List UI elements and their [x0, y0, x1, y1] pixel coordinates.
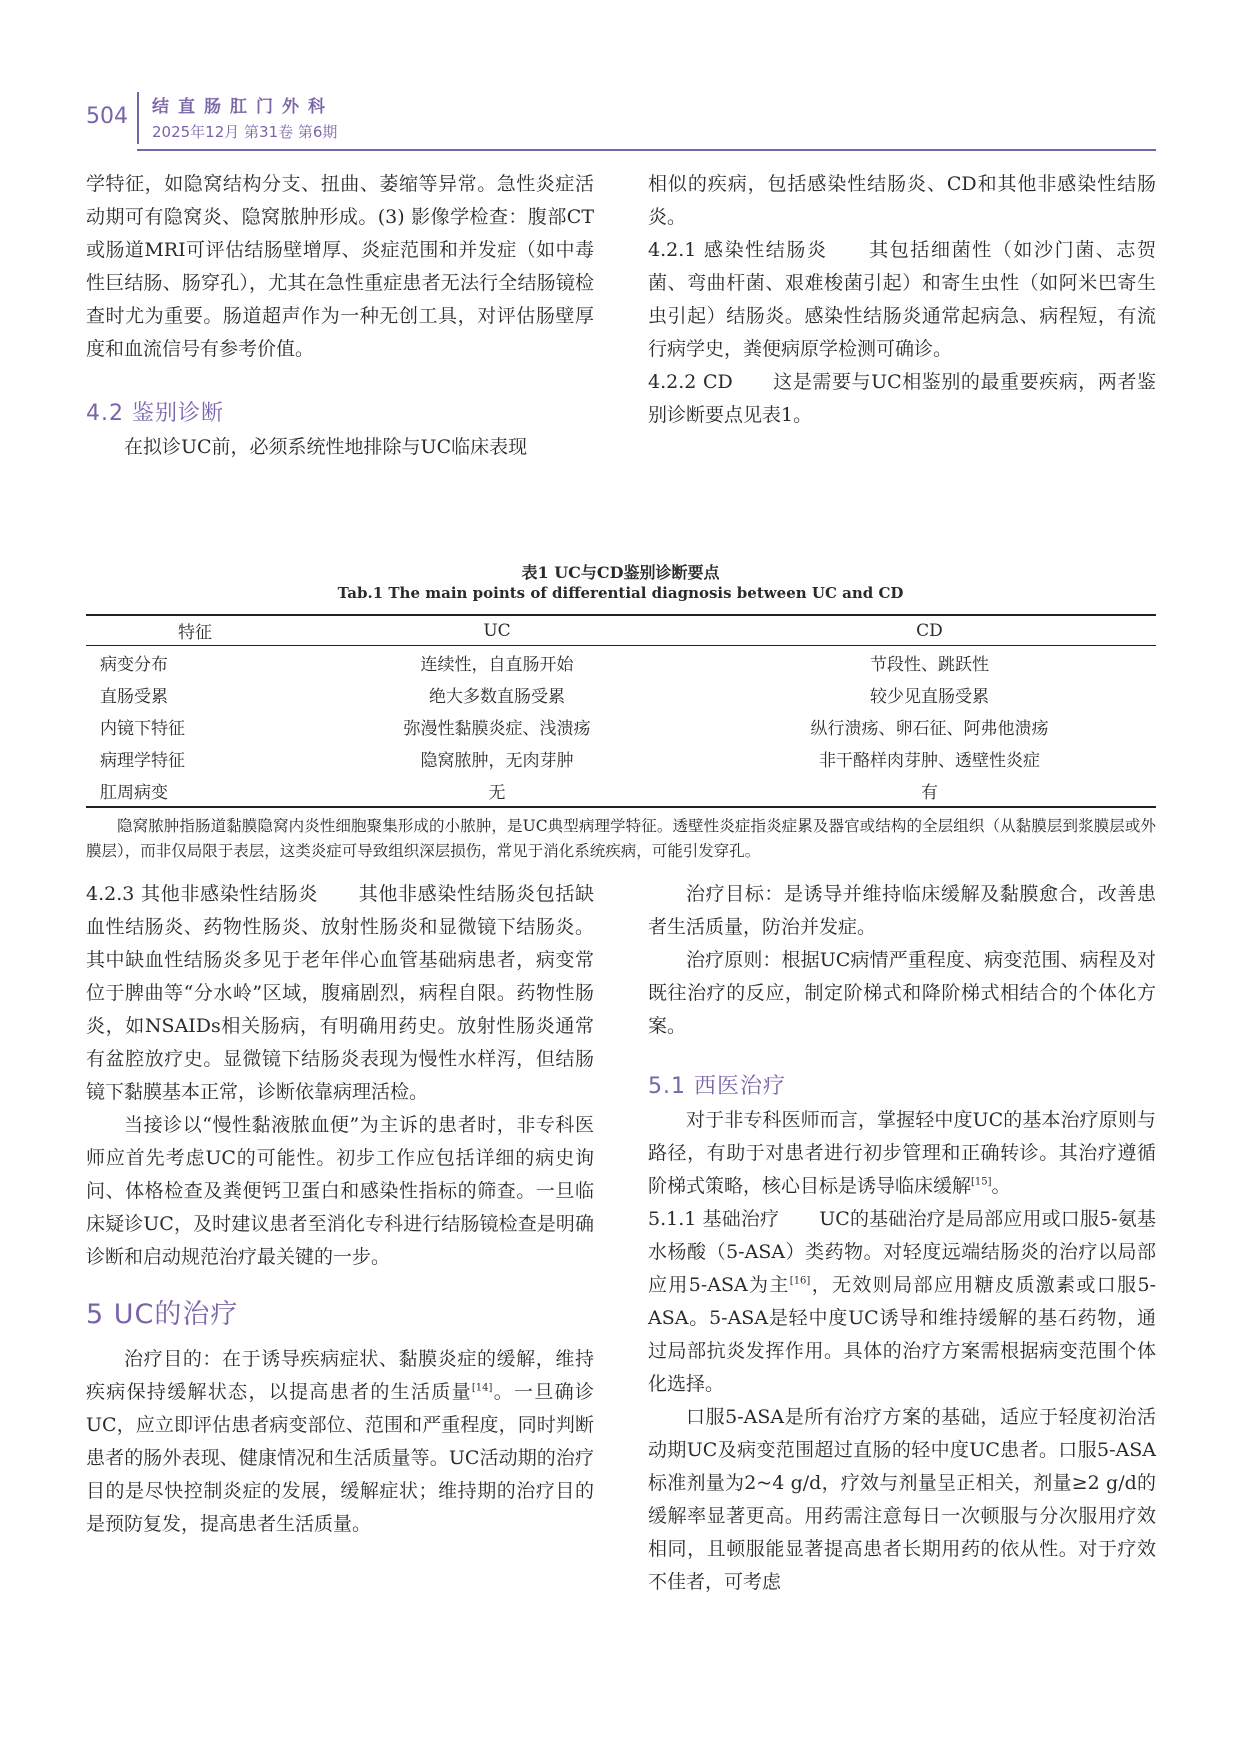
citation: [14] — [471, 1382, 493, 1394]
paragraph: 当接诊以“慢性黏液脓血便”为主诉的患者时，非专科医师应首先考虑UC的可能性。初步工作应包括详细的病史询问、体格检查及粪便钙卫蛋白和感染性指标的筛查。一旦临床疑诊UC，及时建议患者至消化专科进行结肠镜检查是明确诊断和启动规范治疗最关键的一步。 — [86, 1114, 594, 1268]
table-cell: 直肠受累 — [100, 686, 168, 707]
table-cell: 内镜下特征 — [100, 718, 185, 739]
header-divider — [137, 92, 139, 144]
table-cell: 较少见直肠受累 — [870, 686, 989, 707]
text-run: 。一旦确诊UC，应立即评估患者病变部位、范围和严重程度，同时判断患者的肠外表现、健康情况和生活质量等。UC活动期的治疗目的是尽快控制炎症的发展，缓解症状；维持期的治疗目的是预防复发，提高患者生活质量。 — [86, 1381, 594, 1535]
table-cell: 病变分布 — [100, 654, 168, 675]
table-row — [86, 646, 1156, 679]
table-cell: 节段性、跳跃性 — [870, 654, 989, 675]
left-column-bottom — [86, 878, 594, 1541]
header-rule — [137, 149, 1156, 151]
paragraph: 学特征，如隐窝结构分支、扭曲、萎缩等异常。急性炎症活动期可有隐窝炎、隐窝脓肿形成。(3) 影像学检查：腹部CT或肠道MRI可评估结肠壁增厚、炎症范围和并发症（如中毒性巨结肠、肠穿孔），尤其在急性重症患者无法行全结肠镜检查时尤为重要。肠道超声作为一种无创工具，对评估肠壁厚度和血流信号有参考价值。 — [86, 173, 594, 360]
table-cell: 无 — [291, 774, 703, 807]
section-heading-4-2: 4.2 鉴别诊断 — [86, 401, 224, 426]
table-cell: 连续性，自直肠开始 — [420, 654, 574, 675]
paragraph: 治疗原则：根据UC病情严重程度、病变范围、病程及对既往治疗的反应，制定阶梯式和降阶梯式相结合的个体化方案。 — [648, 949, 1156, 1037]
subsection-title: 4.2.2 CD — [648, 371, 733, 393]
text-run: 对于非专科医师而言，掌握轻中度UC的基本治疗原则与路径，有助于对患者进行初步管理和正确转诊。其治疗遵循阶梯式策略，核心目标是诱导临床缓解 — [648, 1109, 1156, 1197]
table-title-cn: 表1 UC与CD鉴别诊断要点 — [521, 563, 720, 582]
differential-diagnosis-table — [86, 614, 1156, 808]
table-cell: 病理学特征 — [100, 750, 185, 771]
table-cell: 有 — [703, 774, 1156, 807]
text-run: 治疗目的：在于诱导疾病症状、黏膜炎症的缓解，维持疾病保持缓解状态，以提高患者的生活质量 — [86, 1348, 594, 1403]
paragraph — [648, 1104, 1156, 1203]
table-row — [86, 678, 1156, 710]
page-number: 504 — [86, 104, 128, 129]
right-column-bottom — [648, 878, 1156, 1599]
subsection-text: 其他非感染性结肠炎包括缺血性结肠炎、药物性肠炎、放射性肠炎和显微镜下结肠炎。其中缺血性结肠炎多见于老年伴心血管基础病患者，病变常位于脾曲等“分水岭”区域，腹痛剧烈，病程自限。药物性肠炎，如NSAIDs相关肠病，有明确用药史。放射性肠炎通常有盆腔放疗史。显微镜下结肠炎表现为慢性水样泻，但结肠镜下黏膜基本正常，诊断依靠病理活检。 — [86, 883, 594, 1103]
journal-name: 结直肠肛门外科 — [152, 97, 334, 117]
table-cell: 肛周病变 — [86, 774, 291, 807]
table-cell: 非干酪样肉芽肿、透壁性炎症 — [819, 750, 1040, 771]
paragraph: 相似的疾病，包括感染性结肠炎、CD和其他非感染性结肠炎。 — [648, 173, 1156, 228]
subsection-text: 这是需要与UC相鉴别的最重要疾病，两者鉴别诊断要点见表1。 — [648, 371, 1157, 426]
subsection-4-2-3 — [86, 878, 594, 1109]
subsection-4-2-1 — [648, 234, 1156, 366]
table-header: 特征 — [86, 615, 291, 646]
subsection-5-1-1 — [648, 1203, 1156, 1401]
paragraph: 治疗目标：是诱导并维持临床缓解及黏膜愈合，改善患者生活质量，防治并发症。 — [648, 883, 1156, 938]
table-cell: 隐窝脓肿，无肉芽肿 — [420, 750, 574, 771]
table-title-en: Tab.1 The main points of differential diagnosis between UC and CD — [337, 584, 904, 602]
subsection-title: 5.1.1 基础治疗 — [648, 1208, 780, 1230]
subsection-text: ，无效则局部应用糖皮质激素或口服5-ASA。5-ASA是轻中度UC诱导和维持缓解的基石药物，通过局部抗炎发挥作用。具体的治疗方案需根据病变范围个体化选择。 — [648, 1274, 1157, 1395]
subsection-text: 其包括细菌性（如沙门菌、志贺菌、弯曲杆菌、艰难梭菌引起）和寄生虫性（如阿米巴寄生虫引起）结肠炎。感染性结肠炎通常起病急、病程短，有流行病学史，粪便病原学检测可确诊。 — [648, 239, 1156, 360]
paragraph: 口服5-ASA是所有治疗方案的基础，适应于轻度初治活动期UC及病变范围超过直肠的轻中度UC患者。口服5-ASA标准剂量为2~4 g/d，疗效与剂量呈正相关，剂量≥2 g/d的缓解率显著更高。用药需注意每日一次顿服与分次服用疗效相同，且顿服能显著提高患者长期用药的依从性。对于疗效不佳者，可考虑 — [648, 1406, 1156, 1593]
table-row — [86, 710, 1156, 742]
journal-header — [0, 0, 1241, 160]
section-heading-5-1: 5.1 西医治疗 — [648, 1074, 786, 1099]
subsection-text: UC的基础治疗是局部应用或口服5-氨基水杨酸（5-ASA）类药物。对轻度远端结肠炎的治疗以局部应用5-ASA为主 — [648, 1208, 1156, 1296]
paragraph: 在拟诊UC前，必须系统性地排除与UC临床表现 — [124, 436, 528, 458]
table-cell: 绝大多数直肠受累 — [429, 686, 565, 707]
table-row — [86, 774, 1156, 807]
table-header: UC — [291, 615, 703, 646]
table-header-row — [86, 615, 1156, 646]
right-column-top — [648, 168, 1156, 432]
text-run: 。 — [991, 1175, 1011, 1197]
citation: [15] — [971, 1176, 992, 1188]
table-header: CD — [703, 615, 1156, 646]
table-note: 隐窝脓肿指肠道黏膜隐窝内炎性细胞聚集形成的小脓肿，是UC典型病理学特征。透壁性炎症指炎症累及器官或结构的全层组织（从黏膜层到浆膜层或外膜层），而非仅局限于表层，这类炎症可导致组织深层损伤，常见于消化系统疾病，可能引发穿孔。 — [86, 817, 1156, 860]
table-cell: 弥漫性黏膜炎症、浅溃疡 — [403, 718, 591, 739]
subsection-title: 4.2.1 感染性结肠炎 — [648, 239, 828, 261]
subsection-4-2-2 — [648, 366, 1156, 432]
citation: [16] — [789, 1275, 811, 1287]
section-heading-5: 5 UC的治疗 — [86, 1299, 239, 1330]
table-cell: 纵行溃疡、卵石征、阿弗他溃疡 — [810, 718, 1049, 739]
subsection-title: 4.2.3 其他非感染性结肠炎 — [86, 883, 319, 905]
paragraph — [86, 1343, 594, 1541]
table-row — [86, 742, 1156, 774]
issue-info: 2025年12月 第31卷 第6期 — [152, 123, 338, 141]
left-column-top — [86, 168, 594, 464]
